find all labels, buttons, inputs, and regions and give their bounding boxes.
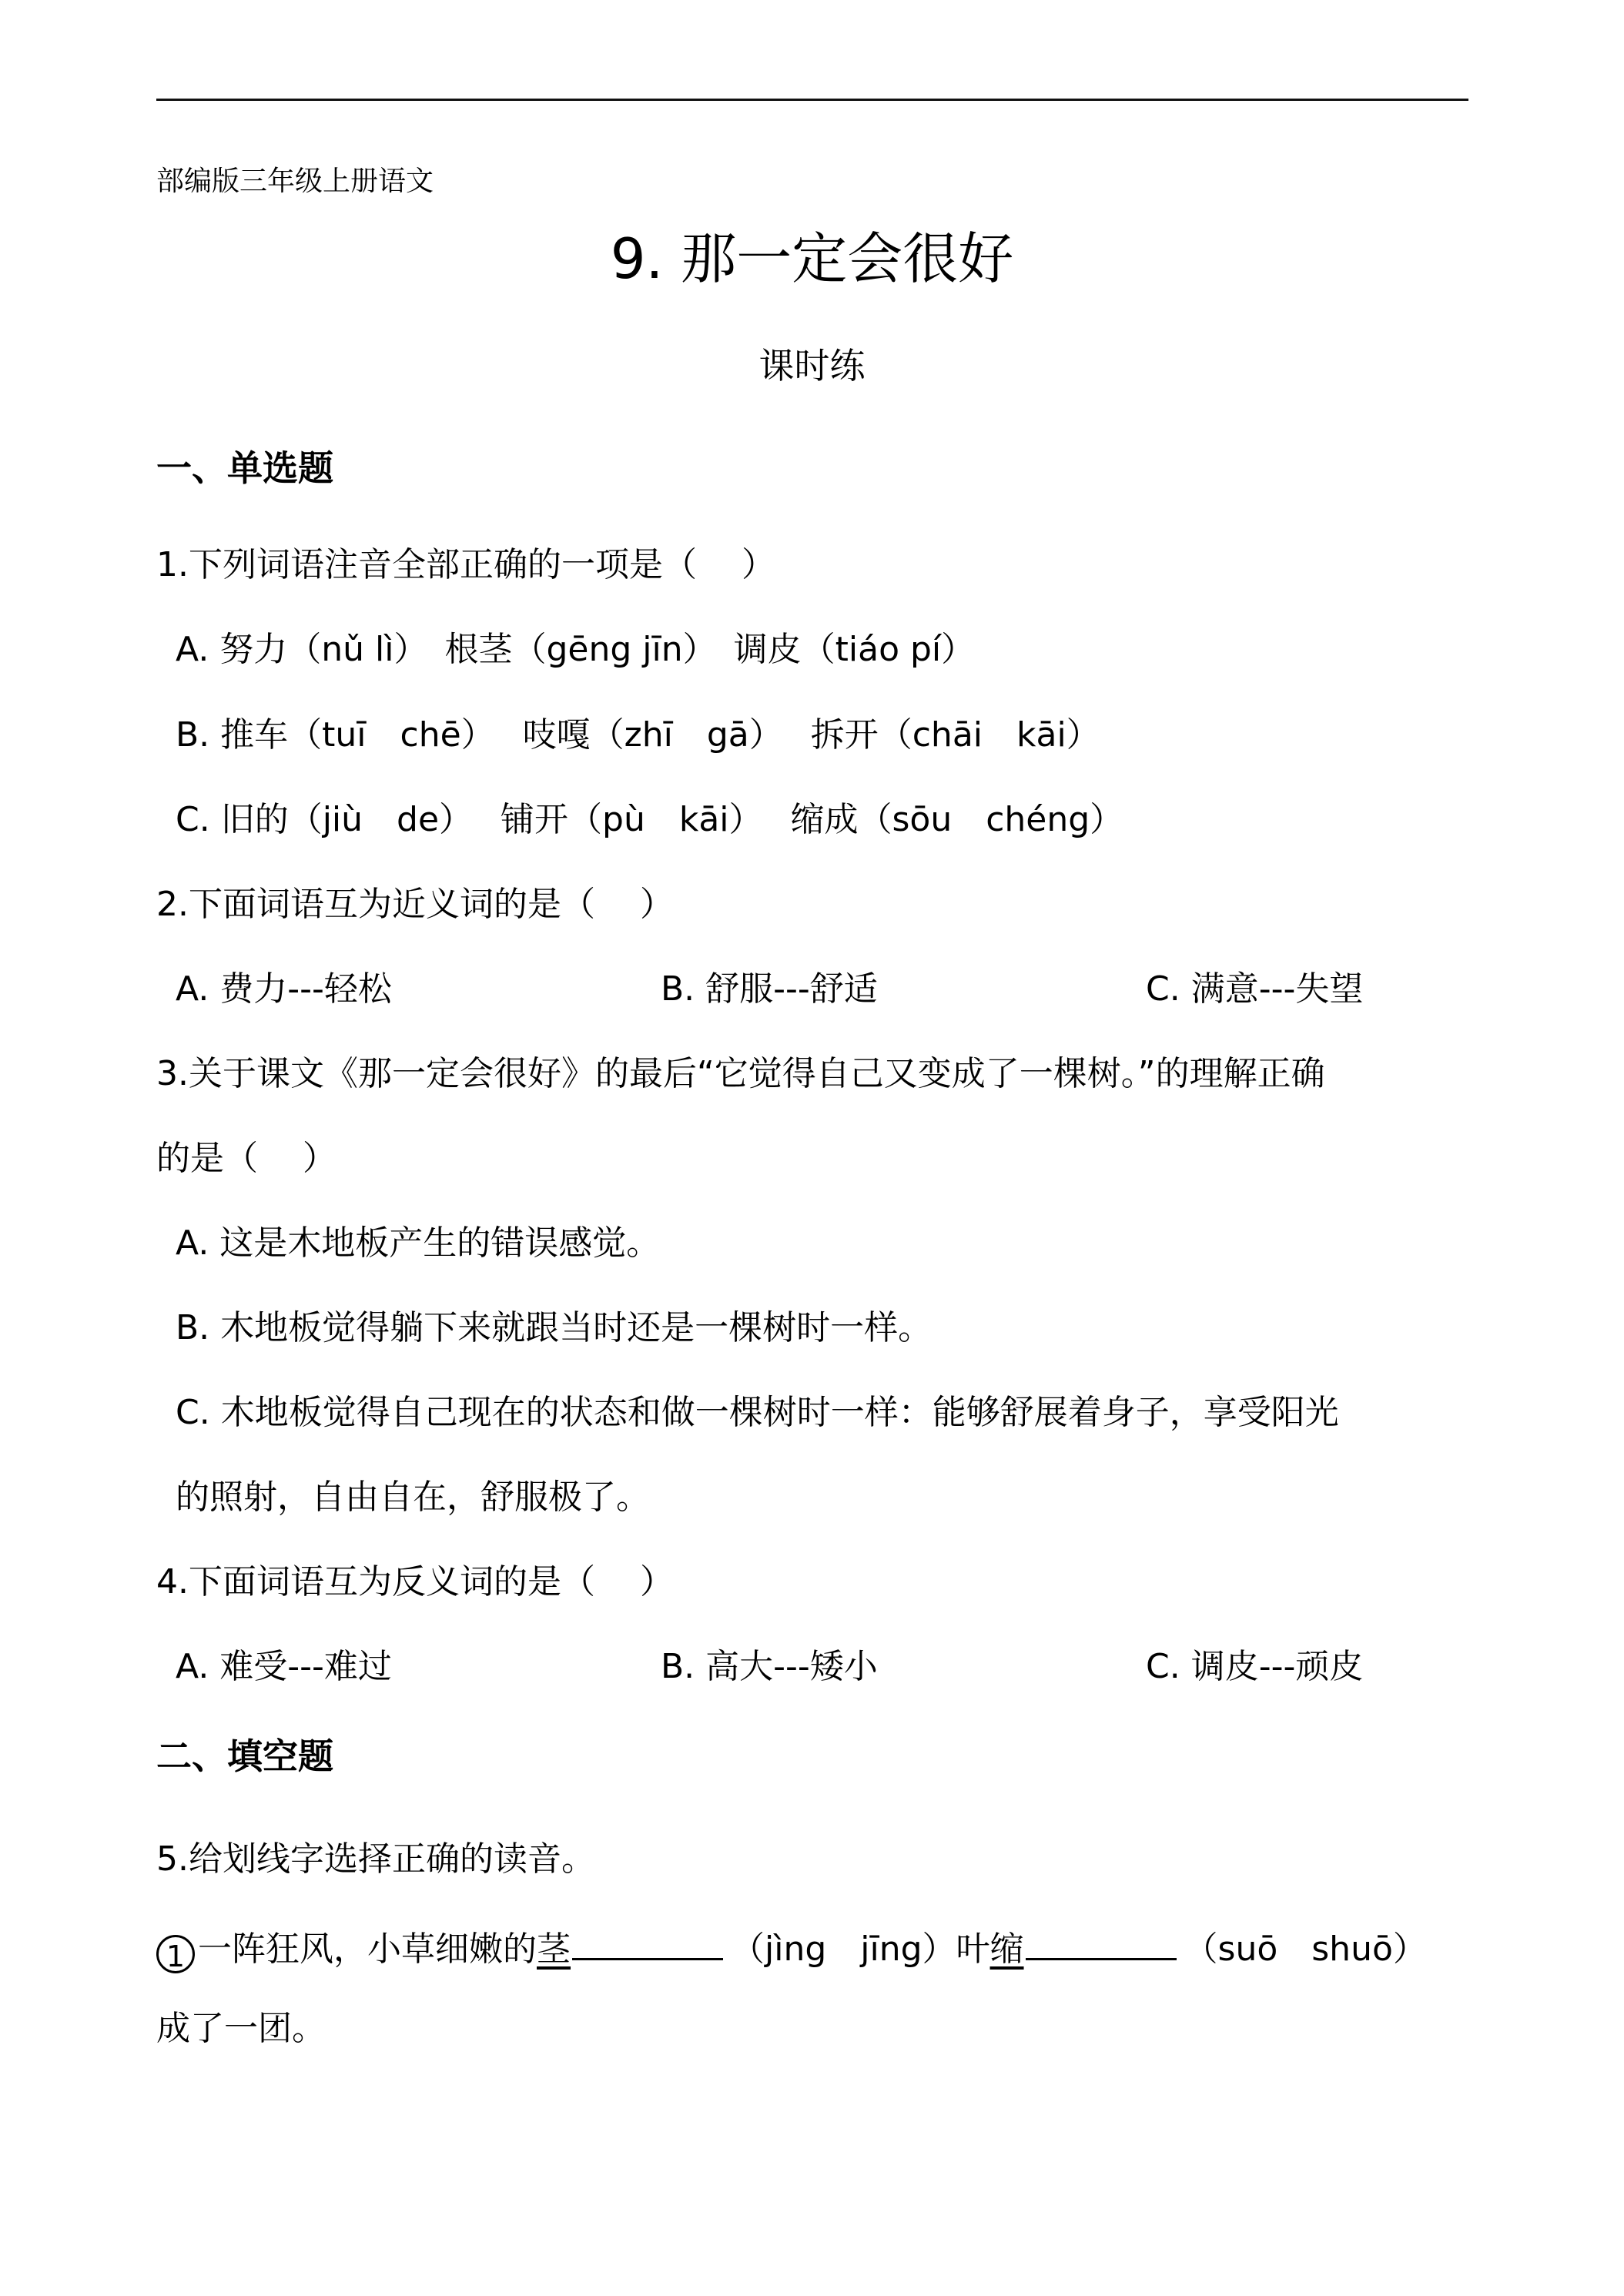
page-title: 9. 那一定会很好 (610, 226, 1014, 291)
question-3-stem-line-2: 的是（ ） (156, 1139, 337, 1178)
question-1-option-a: A. 努力（nǔ lì） 根茎（gēng jīn） 调皮（tiáo pí） (176, 630, 976, 669)
header-rule (156, 99, 1468, 101)
question-5-stem: 5.给划线字选择正确的读音。 (156, 1839, 595, 1879)
subject-label: 部编版三年级上册语文 (156, 166, 434, 197)
question-1-option-b: B. 推车（tuī chē） 吱嘎（zhī gā） 拆开（chāi kāi） (176, 715, 1100, 755)
question-2-option-c: C. 满意---失望 (1146, 969, 1364, 1009)
answer-blank-2[interactable] (1026, 1927, 1177, 1960)
item-1-text: 一阵狂风，小草细嫩的 (198, 1930, 537, 1969)
question-3-option-a: A. 这是木地板产生的错误感觉。 (176, 1223, 661, 1263)
question-2-option-a: A. 费力---轻松 (176, 969, 392, 1009)
underlined-char-2: 缩 (989, 1930, 1024, 1969)
circled-number: 1 (156, 1935, 195, 1973)
section-heading-fill-blank: 二、填空题 (156, 1735, 333, 1777)
question-2-stem: 2.下面词语互为近义词的是（ ） (156, 885, 674, 924)
question-4-option-c: C. 调皮---顽皮 (1146, 1647, 1364, 1686)
question-1-stem: 1.下列词语注音全部正确的一项是（ ） (156, 545, 775, 584)
question-3-option-b: B. 木地板觉得躺下来就跟当时还是一棵树时一样。 (176, 1308, 933, 1347)
underlined-char-1: 茎 (537, 1930, 571, 1969)
question-3-option-c-line-2: 的照射，自由自在，舒服极了。 (176, 1478, 650, 1517)
question-4-stem: 4.下面词语互为反义词的是（ ） (156, 1562, 674, 1602)
section-heading-single-choice: 一、单选题 (156, 447, 333, 489)
pinyin-choice-2: （suō shuō） (1184, 1930, 1427, 1969)
answer-blank-1[interactable] (572, 1927, 723, 1960)
question-2-option-b: B. 舒服---舒适 (661, 969, 878, 1009)
page-subtitle: 课时练 (758, 345, 866, 387)
question-3-option-c-line-1: C. 木地板觉得自己现在的状态和做一棵树时一样：能够舒展着身子，享受阳光 (176, 1393, 1339, 1432)
pinyin-choice-1: （jìng jīng）叶 (731, 1930, 990, 1969)
question-3-stem-line-1: 3.关于课文《那一定会很好》的最后“它觉得自己又变成了一棵树。”的理解正确 (156, 1054, 1325, 1093)
question-4-option-b: B. 高大---矮小 (661, 1647, 878, 1686)
question-1-option-c: C. 旧的（jiù de） 铺开（pù kāi） 缩成（sōu chéng） (176, 800, 1124, 839)
question-5-item-1 (156, 1927, 1427, 1973)
question-5-item-1-line-2: 成了一团。 (156, 2009, 326, 2048)
question-4-option-a: A. 难受---难过 (176, 1647, 392, 1686)
